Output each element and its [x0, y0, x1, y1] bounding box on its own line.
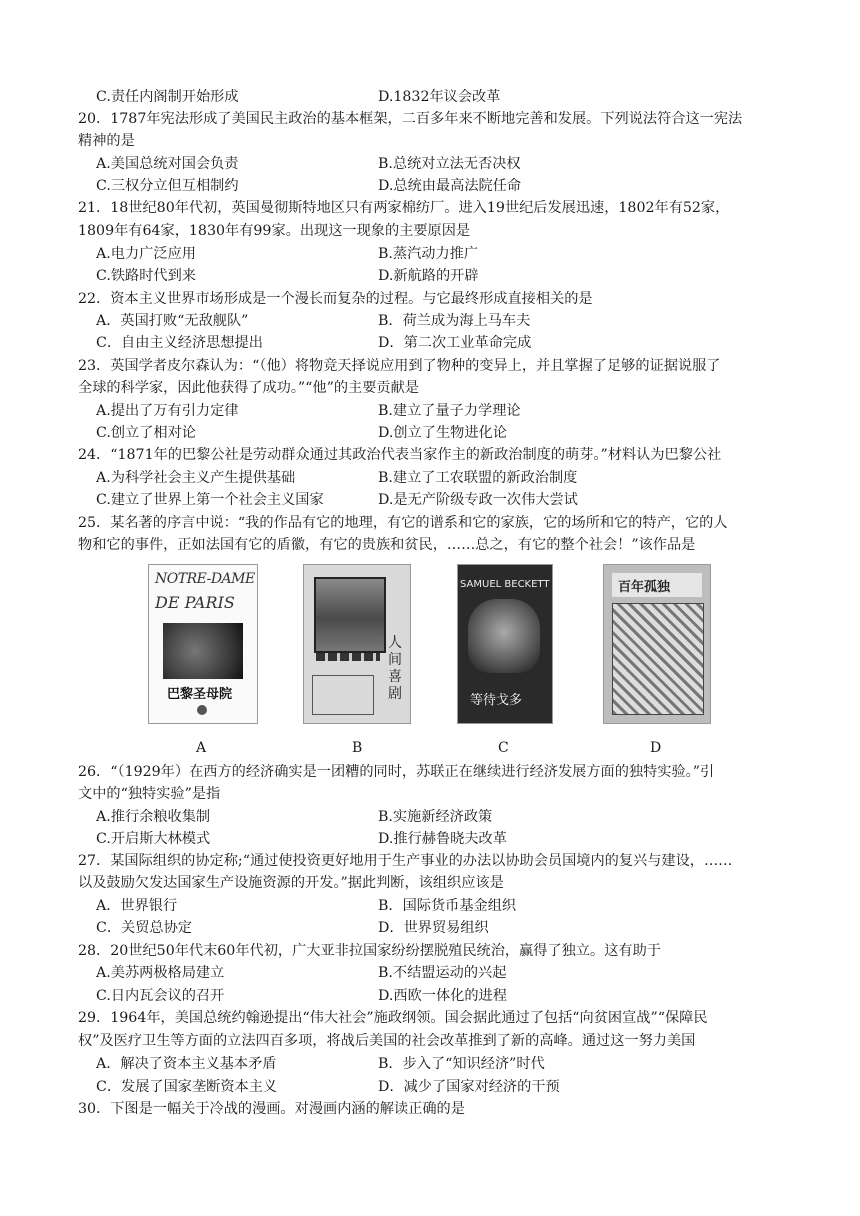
question-text-line: 22．资本主义世界市场形成是一个漫长而复杂的过程。与它最终形成直接相关的是: [78, 291, 593, 307]
answer-option: D.新航路的开辟: [378, 268, 479, 284]
book-a-photo: [163, 623, 243, 679]
answer-option: D.推行赫鲁晓夫改革: [378, 831, 507, 847]
answer-option: A.美苏两极格局建立: [96, 965, 225, 981]
answer-option: A.提出了万有引力定律: [96, 403, 239, 419]
answer-option: C．关贸总协定: [96, 920, 192, 936]
answer-option: C.开启斯大林模式: [96, 831, 211, 847]
answer-option: B．国际货币基金组织: [378, 898, 517, 914]
answer-option: C．自由主义经济思想提出: [96, 335, 263, 351]
book-d-illustration: [612, 603, 704, 715]
book-a-title-top: NOTRE-DAME: [155, 571, 255, 587]
answer-option: D．减少了国家对经济的干预: [378, 1079, 560, 1095]
answer-option: A.美国总统对国会负责: [96, 156, 239, 172]
question-text-line: 24．“1871年的巴黎公社是劳动群众通过其政治代表当家作主的新政治制度的萌芽。”材料认为巴黎公社: [78, 447, 722, 463]
question-text-line: 文中的“独特实验”是指: [78, 786, 221, 802]
question-text-line: 精神的是: [78, 133, 135, 149]
answer-option: D．第二次工业革命完成: [378, 335, 532, 351]
question-text-line: 1809年有64家，1830年有99家。出现这一现象的主要原因是: [78, 223, 471, 239]
question-text-line: 全球的科学家，因此他获得了成功。”“他”的主要贡献是: [78, 380, 419, 396]
answer-option: D.西欧一体化的进程: [378, 988, 507, 1004]
book-cover-d: [603, 564, 711, 724]
question-text-line: 20．1787年宪法形成了美国民主政治的基本框架，二百多年来不断地完善和发展。下列说法符合这一宪法: [78, 111, 743, 127]
answer-option: D.总统由最高法院任命: [378, 178, 522, 194]
answer-option: D.1832年议会改革: [378, 89, 501, 105]
book-label-a: A: [196, 740, 207, 756]
answer-option: B.实施新经济政策: [378, 809, 493, 825]
book-b-photo: [314, 577, 386, 653]
question-text-line: 27．某国际组织的协定称;“通过使投资更好地用于生产事业的办法以协助会员国境内的复兴与建设，……: [78, 853, 733, 869]
book-b-spine-box: [312, 675, 374, 715]
book-label-c: C: [498, 740, 509, 756]
answer-option: A．英国打败“无敌舰队”: [96, 313, 249, 329]
answer-option: C．发展了国家垄断资本主义: [96, 1079, 278, 1095]
answer-option: D．世界贸易组织: [378, 920, 489, 936]
answer-option: C.建立了世界上第一个社会主义国家: [96, 492, 324, 508]
book-a-title-mid: DE PARIS: [155, 593, 235, 612]
answer-option: C.日内瓦会议的召开: [96, 988, 225, 1004]
answer-option: D.是无产阶级专政一次伟大尝试: [378, 492, 578, 508]
answer-option: A．世界银行: [96, 898, 178, 914]
answer-option: A.推行余粮收集制: [96, 809, 211, 825]
question-text-line: 以及鼓励欠发达国家生产设施资源的开发。”据此判断，该组织应该是: [78, 875, 504, 891]
answer-option: B.不结盟运动的兴起: [378, 965, 507, 981]
answer-option: A.为科学社会主义产生提供基础: [96, 470, 296, 486]
book-label-b: B: [352, 740, 363, 756]
answer-option: A．解决了资本主义基本矛盾: [96, 1056, 277, 1072]
book-c-title-top: SAMUEL BECKETT: [460, 579, 550, 590]
answer-option: B.建立了量子力学理论: [378, 403, 521, 419]
question-text-line: 21．18世纪80年代初，英国曼彻斯特地区只有两家棉纺厂。进入19世纪后发展迅速，1802年有52家，: [78, 200, 730, 216]
answer-option: B．荷兰成为海上马车夫: [378, 313, 531, 329]
book-cover-c: [457, 564, 553, 724]
answer-option: C.责任内阁制开始形成: [96, 89, 239, 105]
book-b-cn-title: 人间喜剧: [388, 635, 402, 702]
answer-option: C.铁路时代到来: [96, 268, 196, 284]
question-text-line: 26．“（1929年）在西方的经济确实是一团糟的同时，苏联正在继续进行经济发展方面的独特实验。”引: [78, 764, 715, 780]
question-text-line: 29．1964年，美国总统约翰逊提出“伟大社会”施政纲领。国会据此通过了包括“向贫困宣战”“保障民: [78, 1010, 708, 1026]
answer-option: D.创立了生物进化论: [378, 425, 507, 441]
answer-option: B．步入了“知识经济”时代: [378, 1056, 545, 1072]
book-a-cn-title: 巴黎圣母院: [167, 687, 233, 702]
answer-option: B.建立了工农联盟的新政治制度: [378, 470, 578, 486]
question-text-line: 30．下图是一幅关于冷战的漫画。对漫画内涵的解读正确的是: [78, 1101, 465, 1117]
book-b-grid: [316, 653, 380, 661]
answer-option: C.三权分立但互相制约: [96, 178, 239, 194]
answer-option: C.创立了相对论: [96, 425, 196, 441]
book-cover-a: [148, 564, 258, 724]
question-text-line: 28．20世纪50年代末60年代初，广大亚非拉国家纷纷摆脱殖民统治，赢得了独立。这有助于: [78, 943, 661, 959]
book-label-d: D: [650, 740, 662, 756]
answer-option: A.电力广泛应用: [96, 246, 196, 262]
question-text-line: 权”及医疗卫生等方面的立法四百多项，将战后美国的社会改革推到了新的高峰。通过这一努力美国: [78, 1033, 696, 1049]
answer-option: B.蒸汽动力推广: [378, 246, 479, 262]
question-text-line: 25．某名著的序言中说：“我的作品有它的地理，有它的谱系和它的家族，它的场所和它的特产，它的人: [78, 515, 728, 531]
question-text-line: 23．英国学者皮尔森认为：“（他）将物竞天择说应用到了物种的变异上，并且掌握了足够的证据说服了: [78, 358, 721, 374]
answer-option: B.总统对立法无否决权: [378, 156, 521, 172]
book-c-portrait: [468, 599, 540, 673]
book-c-cn-title: 等待戈多: [470, 693, 523, 708]
question-text-line: 物和它的事件，正如法国有它的盾徽，有它的贵族和贫民，……总之，有它的整个社会！”该作品是: [78, 537, 696, 553]
book-cover-b: [303, 564, 411, 724]
book-a-publisher-mark: [197, 705, 207, 715]
book-d-cn-title: 百年孤独: [618, 580, 671, 595]
